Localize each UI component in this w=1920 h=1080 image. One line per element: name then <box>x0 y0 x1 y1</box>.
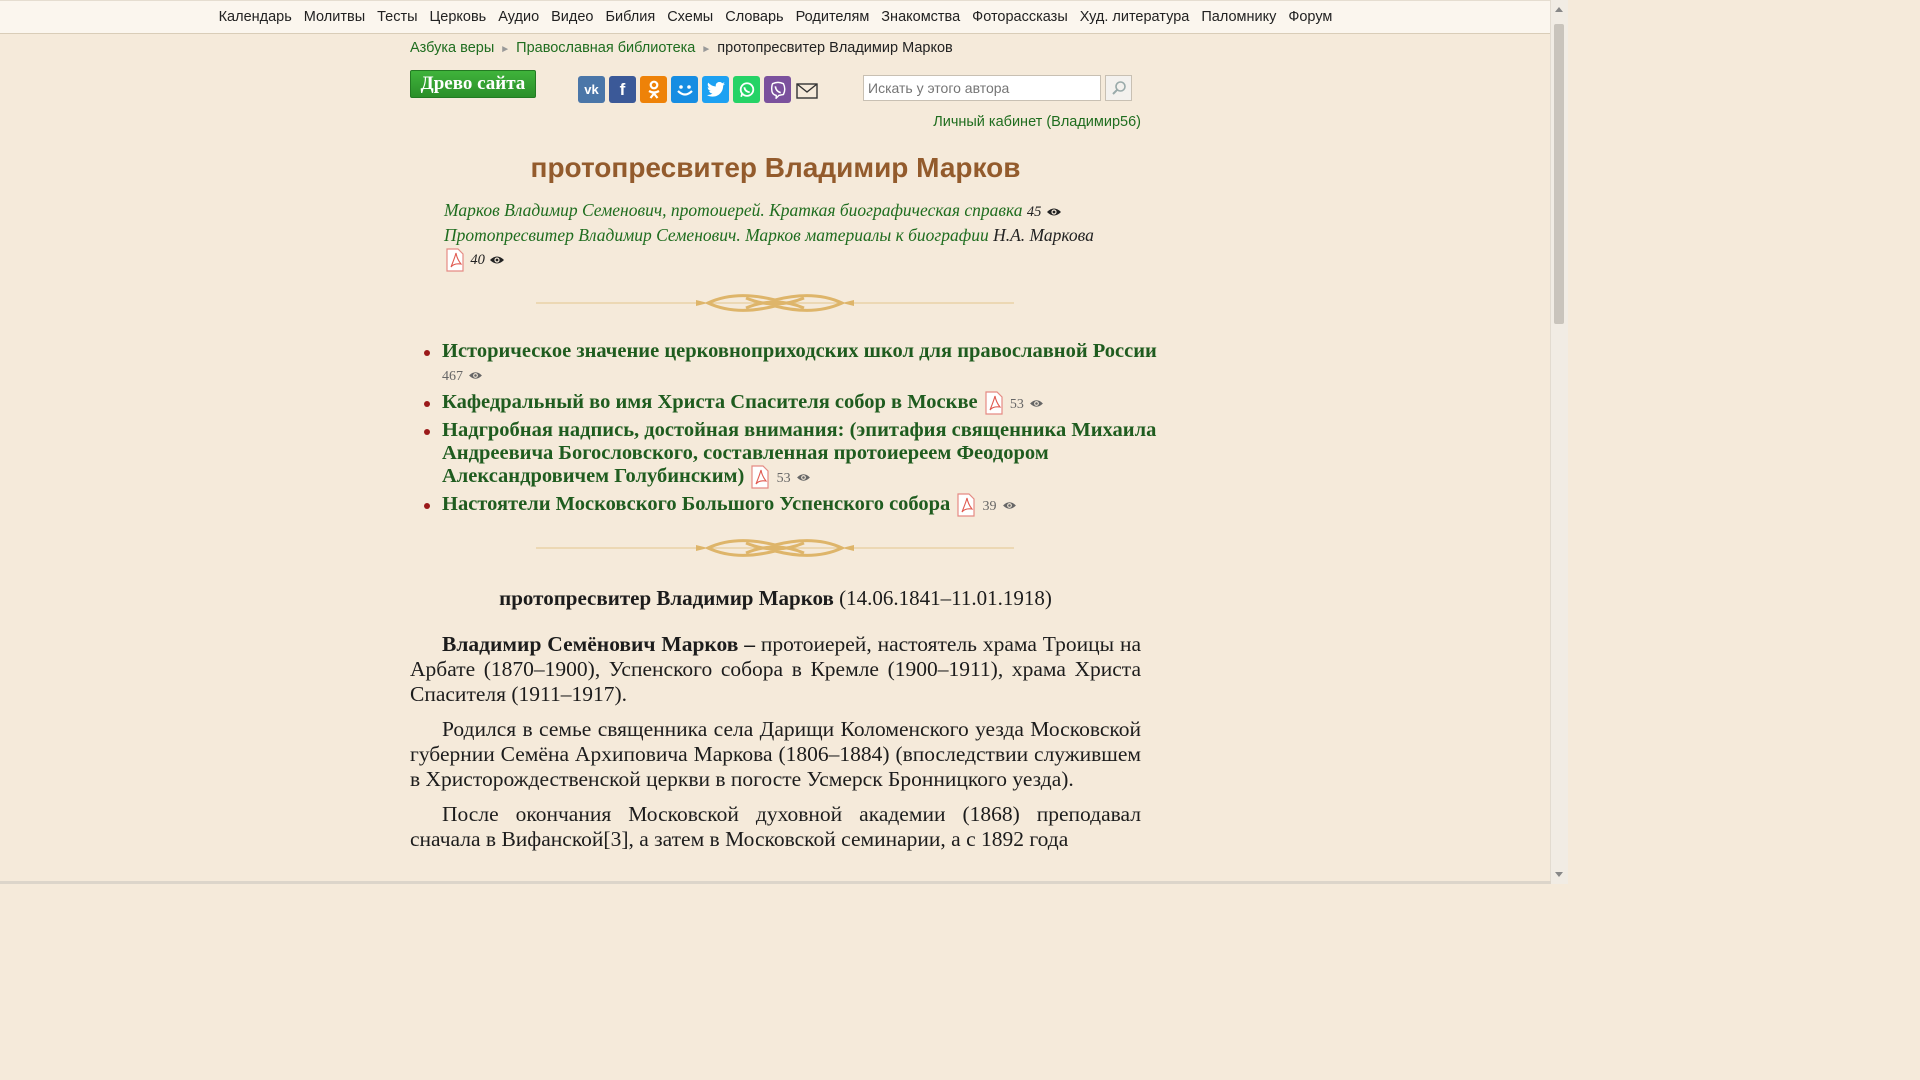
breadcrumb-separator-icon: ► <box>500 44 511 55</box>
eye-icon <box>1046 206 1062 218</box>
paragraph: Родился в семье священника села Дарищи Коломенского уезда Московской губернии Семёна Архиповича Маркова (1806–1884) (впоследствии служившем в Христорождественской церкви в погосте Усмерск Бронницкого уезда). <box>410 717 1141 791</box>
nav-parents[interactable]: Родителям <box>795 9 870 25</box>
social-share-bar <box>578 76 819 103</box>
author-name-heading <box>410 586 1141 611</box>
author-name: протопресвитер Владимир Марков <box>499 586 834 610</box>
paragraph: После окончания Московской духовной академии (1868) преподавал сначала в Вифанской[3], а затем в Московской семинарии, а с 1892 года <box>410 802 1141 851</box>
nav-fiction[interactable]: Худ. литература <box>1079 9 1190 25</box>
breadcrumb-item-library[interactable]: Православная библиотека <box>516 40 696 56</box>
whatsapp-icon[interactable] <box>733 76 760 103</box>
eye-icon <box>796 472 811 483</box>
view-count: 53 <box>1009 397 1024 412</box>
nav-photostories[interactable]: Фоторассказы <box>972 9 1068 25</box>
page-scrollbar[interactable] <box>1550 0 1568 884</box>
nav-bible[interactable]: Библия <box>605 9 656 25</box>
site-tree-button[interactable]: Древо сайта <box>410 70 536 98</box>
bio-link-short[interactable]: Марков Владимир Семенович, протоиерей. Краткая биографическая справка <box>444 200 1023 220</box>
viber-icon[interactable] <box>764 76 791 103</box>
nav-tests[interactable]: Тесты <box>377 9 418 25</box>
list-item <box>442 493 1162 518</box>
ornament-divider <box>536 533 1014 563</box>
twitter-icon[interactable] <box>702 76 729 103</box>
scrollbar-thumb[interactable] <box>1554 24 1564 324</box>
breadcrumb-separator-icon: ► <box>701 44 712 55</box>
nav-audio[interactable]: Аудио <box>498 9 540 25</box>
work-title-link[interactable]: Кафедральный во имя Христа Спасителя собор в Москве <box>442 391 978 413</box>
works-list <box>410 340 1162 521</box>
breadcrumb-item-azbuka[interactable]: Азбука веры <box>410 40 495 56</box>
nav-dating[interactable]: Знакомства <box>881 9 961 25</box>
scroll-down-arrow-icon[interactable] <box>1555 872 1563 877</box>
pdf-icon[interactable] <box>955 493 977 517</box>
paragraph: Владимир Семёнович Марков – протоиерей, настоятель храма Троицы на Арбате (1870–1900), Успенского собора в Кремле (1900–1911), храма Христа Спасителя (1911–1917). <box>410 632 1142 706</box>
bio-link-materials[interactable]: Протопресвитер Владимир Семенович. Марков материалы к биографии <box>444 225 989 245</box>
author-search <box>863 75 1132 101</box>
nav-forum[interactable]: Форум <box>1288 9 1333 25</box>
pdf-icon[interactable] <box>749 465 771 489</box>
email-icon[interactable] <box>795 76 819 103</box>
horizontal-scrollbar <box>0 881 1551 884</box>
view-count: 45 <box>1026 204 1042 220</box>
nav-prayers[interactable]: Молитвы <box>303 9 366 25</box>
search-button[interactable] <box>1105 75 1132 101</box>
eye-icon <box>1002 500 1017 511</box>
ornament-divider <box>536 288 1014 318</box>
work-title-link[interactable]: Историческое значение церковноприходских школ для православной России <box>442 340 1157 362</box>
moi-mir-icon[interactable] <box>671 76 698 103</box>
author-dates: (14.06.1841–11.01.1918) <box>839 586 1052 610</box>
eye-icon <box>489 254 505 266</box>
view-count: 467 <box>442 369 463 384</box>
search-input[interactable] <box>863 75 1101 101</box>
view-count: 39 <box>982 499 997 514</box>
biography-links <box>444 199 1134 272</box>
page-title: протопресвитер Владимир Марков <box>530 152 1021 183</box>
facebook-icon[interactable]: f <box>609 76 636 103</box>
nav-schemes[interactable]: Схемы <box>667 9 714 25</box>
eye-icon <box>1029 398 1044 409</box>
nav-dictionary[interactable]: Словарь <box>725 9 784 25</box>
list-item <box>442 391 1162 416</box>
scroll-up-arrow-icon[interactable] <box>1555 7 1563 12</box>
account-link[interactable]: Личный кабинет (Владимир56) <box>933 114 1141 130</box>
list-item <box>442 340 1162 388</box>
view-count: 40 <box>470 252 485 268</box>
breadcrumb-current: протопресвитер Владимир Марков <box>717 40 953 56</box>
vk-icon[interactable]: vk <box>578 76 605 103</box>
work-title-link[interactable]: Надгробная надпись, достойная внимания: (эпитафия священника Михаила Андреевича Богословского, составленная протоиереем Феодором Александровичем Голубинским) <box>442 419 1157 487</box>
search-icon <box>1111 80 1127 96</box>
bio-author: Н.А. Маркова <box>993 225 1094 245</box>
breadcrumb <box>410 40 953 56</box>
top-navigation <box>0 0 1551 34</box>
list-item <box>442 419 1162 490</box>
pdf-icon[interactable] <box>444 248 466 272</box>
nav-calendar[interactable]: Календарь <box>218 9 292 25</box>
view-count: 53 <box>776 471 791 486</box>
pdf-icon[interactable] <box>983 391 1005 415</box>
nav-pilgrim[interactable]: Паломнику <box>1201 9 1277 25</box>
article-text <box>410 632 1141 862</box>
work-title-link[interactable]: Настоятели Московского Большого Успенского собора <box>442 493 951 515</box>
paragraph-lead: Владимир Семёнович Марков – <box>442 632 755 656</box>
eye-icon <box>468 370 483 381</box>
odnoklassniki-icon[interactable] <box>640 76 667 103</box>
nav-church[interactable]: Церковь <box>429 9 487 25</box>
nav-video[interactable]: Видео <box>551 9 594 25</box>
